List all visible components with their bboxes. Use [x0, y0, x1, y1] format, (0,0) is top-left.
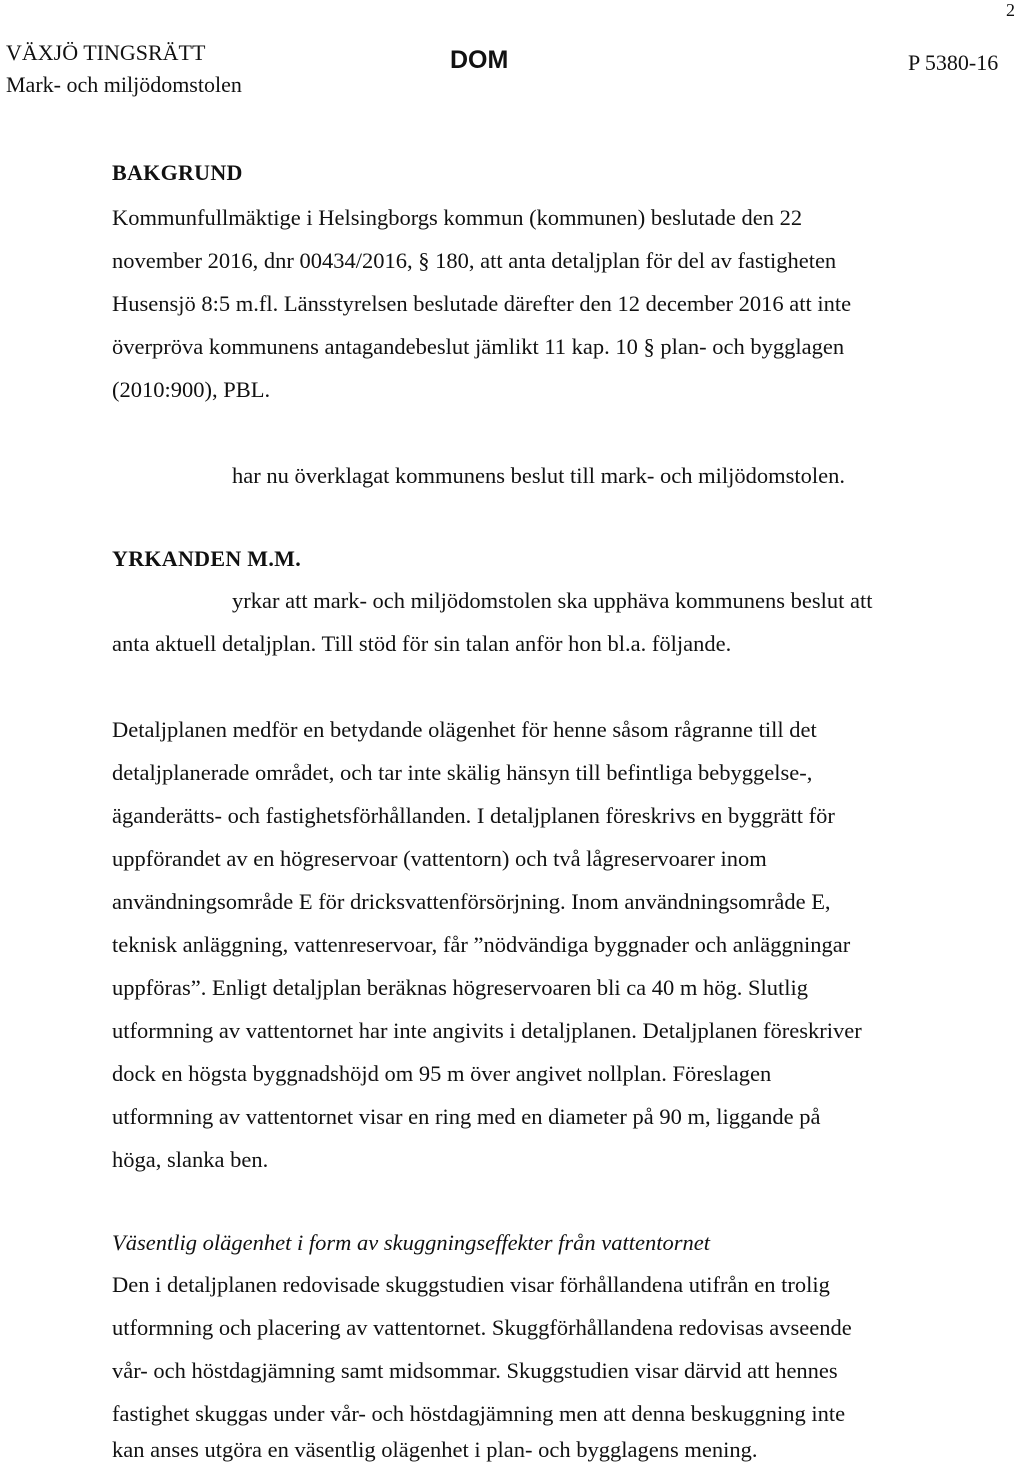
text-line: utformning av vattentornet visar en ring med en diameter på 90 m, liggande på — [112, 1104, 821, 1129]
court-name: VÄXJÖ TINGSRÄTT — [6, 40, 206, 65]
case-number: P 5380-16 — [908, 50, 999, 75]
text-line: fastighet skuggas under vår- och höstdagjämning men att denna beskuggning inte — [112, 1401, 846, 1426]
text-line: kan anses utgöra en väsentlig olägenhet i plan- och bygglagens mening. — [112, 1437, 758, 1462]
text-line: vår- och höstdagjämning samt midsommar. Skuggstudien visar därvid att hennes — [112, 1358, 838, 1383]
text-line: överpröva kommunens antagandebeslut jämlikt 11 kap. 10 § plan- och bygglagen — [112, 334, 845, 359]
page-number: 2 — [1006, 0, 1015, 20]
text-line: november 2016, dnr 00434/2016, § 180, att anta detaljplan för del av fastigheten — [112, 248, 837, 273]
text-line: anta aktuell detaljplan. Till stöd för sin talan anför hon bl.a. följande. — [112, 631, 732, 656]
text-line: (2010:900), PBL. — [112, 377, 271, 402]
text-line: uppföras”. Enligt detaljplan beräknas högreservoaren bli ca 40 m hög. Slutlig — [112, 975, 809, 1000]
text-line: användningsområde E för dricksvattenförsörjning. Inom användningsområde E, — [112, 889, 831, 914]
subheading-skuggning: Väsentlig olägenhet i form av skuggningseffekter från vattentornet — [112, 1230, 711, 1255]
text-line: dock en högsta byggnadshöjd om 95 m över angivet nollplan. Föreslagen — [112, 1061, 772, 1086]
section-heading-yrkanden: YRKANDEN M.M. — [112, 546, 302, 571]
text-line: Detaljplanen medför en betydande olägenhet för henne såsom rågranne till det — [112, 717, 817, 742]
section-heading-bakgrund: BAKGRUND — [112, 160, 243, 185]
text-line: äganderätts- och fastighetsförhållanden. I detaljplanen föreskrivs en byggrätt för — [112, 803, 835, 828]
text-line: Husensjö 8:5 m.fl. Länsstyrelsen beslutade därefter den 12 december 2016 att inte — [112, 291, 852, 316]
appeal-statement: har nu överklagat kommunens beslut till mark- och miljödomstolen. — [232, 463, 846, 488]
text-line: detaljplanerade området, och tar inte skälig hänsyn till befintliga bebyggelse-, — [112, 760, 813, 785]
text-line: utformning av vattentornet har inte angivits i detaljplanen. Detaljplanen föreskriver — [112, 1018, 862, 1043]
text-line: teknisk anläggning, vattenreservoar, får ”nödvändiga byggnader och anläggningar — [112, 932, 851, 957]
text-line: uppförandet av en högreservoar (vattentorn) och två lågreservoarer inom — [112, 846, 767, 871]
text-line: yrkar att mark- och miljödomstolen ska upphäva kommunens beslut att — [232, 588, 873, 613]
text-line: Den i detaljplanen redovisade skuggstudien visar förhållandena utifrån en trolig — [112, 1272, 830, 1297]
text-line: höga, slanka ben. — [112, 1147, 269, 1172]
document-type: DOM — [450, 46, 509, 74]
court-division: Mark- och miljödomstolen — [6, 72, 242, 97]
text-line: Kommunfullmäktige i Helsingborgs kommun (kommunen) beslutade den 22 — [112, 205, 803, 230]
text-line: utformning och placering av vattentornet. Skuggförhållandena redovisas avseende — [112, 1315, 852, 1340]
